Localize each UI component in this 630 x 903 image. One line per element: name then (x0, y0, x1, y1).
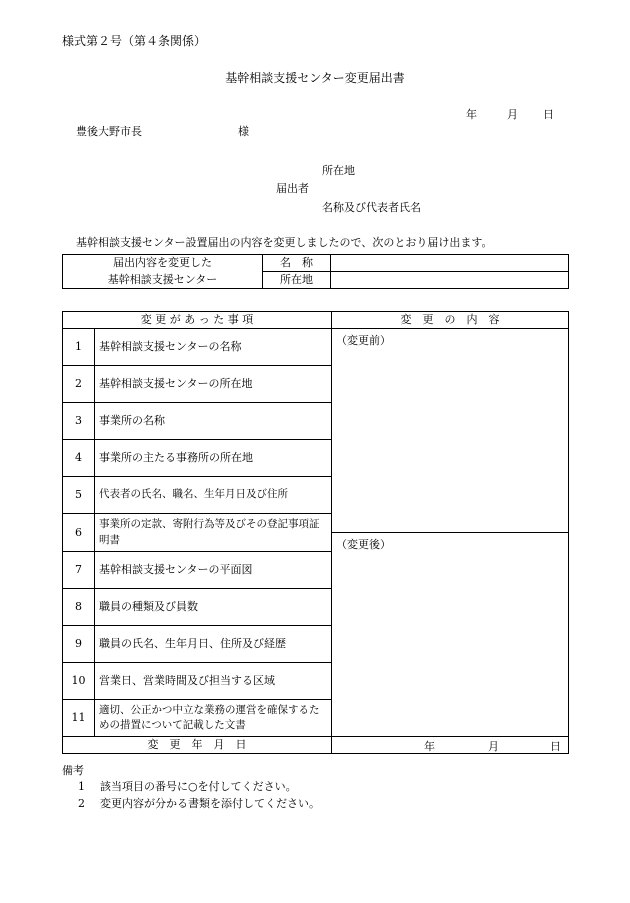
item-text: 基幹相談支援センターの名称 (95, 329, 332, 366)
note-text: 該当項目の番号に○を付してください。 (100, 780, 297, 793)
item-text: 適切、公正かつ中立な業務の運営を確保するための措置について記載した文書 (95, 700, 332, 737)
item-number[interactable]: 5 (63, 477, 95, 514)
item-number[interactable]: 9 (63, 626, 95, 663)
after-label: （変更後） (336, 538, 392, 551)
addressee-honorific: 様 (238, 125, 249, 138)
note-number: 2 (78, 797, 85, 810)
item-number[interactable]: 10 (63, 663, 95, 700)
before-content-cell[interactable] (332, 329, 569, 533)
item-number[interactable]: 11 (63, 700, 95, 737)
date-day: 日 (543, 108, 554, 121)
item-text: 職員の氏名、生年月日、住所及び経歴 (95, 626, 332, 663)
change-date-year: 年 (424, 740, 436, 753)
change-date-month: 月 (488, 740, 500, 753)
center-heading-line2: 基幹相談支援センター (63, 272, 263, 289)
item-text: 事業所の主たる事務所の所在地 (95, 440, 332, 477)
header-changed-items: 変 更 が あ っ た 事 項 (63, 312, 332, 329)
change-date-day: 日 (550, 740, 562, 753)
header-change-content: 変 更 の 内 容 (332, 312, 569, 329)
center-address-label: 所在地 (263, 272, 331, 289)
center-name-label: 名 称 (263, 255, 331, 272)
notifier-address-label: 所在地 (322, 164, 355, 177)
center-address-field[interactable] (331, 272, 569, 289)
item-number[interactable]: 3 (63, 403, 95, 440)
intro-text: 基幹相談支援センター設置届出の内容を変更しましたので、次のとおり届け出ます。 (76, 236, 493, 249)
item-number[interactable]: 8 (63, 589, 95, 626)
notifier-name-label: 名称及び代表者氏名 (322, 201, 421, 214)
change-date-field[interactable] (332, 737, 569, 754)
page-title: 基幹相談支援センター変更届出書 (225, 71, 405, 85)
item-text: 代表者の氏名、職名、生年月日及び住所 (95, 477, 332, 514)
before-label: （変更前） (336, 334, 392, 347)
item-text: 職員の種類及び員数 (95, 589, 332, 626)
center-heading-line1: 届出内容を変更した (63, 255, 263, 272)
item-text: 事業所の定款、寄附行為等及びその登記事項証明書 (95, 514, 332, 552)
date-year: 年 (466, 108, 477, 121)
notifier-label: 届出者 (276, 182, 309, 195)
item-number[interactable]: 6 (63, 514, 95, 552)
center-name-field[interactable] (331, 255, 569, 272)
form-number: 様式第２号（第４条関係） (62, 34, 207, 48)
item-number[interactable]: 7 (63, 552, 95, 589)
item-number[interactable]: 1 (63, 329, 95, 366)
item-number[interactable]: 2 (63, 366, 95, 403)
notes-heading: 備考 (62, 764, 84, 777)
addressee-name: 豊後大野市長 (76, 125, 142, 138)
item-number[interactable]: 4 (63, 440, 95, 477)
date-month: 月 (507, 108, 518, 121)
item-text: 基幹相談支援センターの所在地 (95, 366, 332, 403)
item-text: 営業日、営業時間及び担当する区域 (95, 663, 332, 700)
item-text: 事業所の名称 (95, 403, 332, 440)
note-number: 1 (78, 780, 85, 793)
after-content-cell[interactable] (332, 533, 569, 737)
change-date-label: 変 更 年 月 日 (63, 737, 332, 754)
item-text: 基幹相談支援センターの平面図 (95, 552, 332, 589)
changes-table (62, 311, 569, 754)
center-info-table (62, 254, 569, 289)
note-text: 変更内容が分かる書類を添付してください。 (100, 797, 320, 810)
